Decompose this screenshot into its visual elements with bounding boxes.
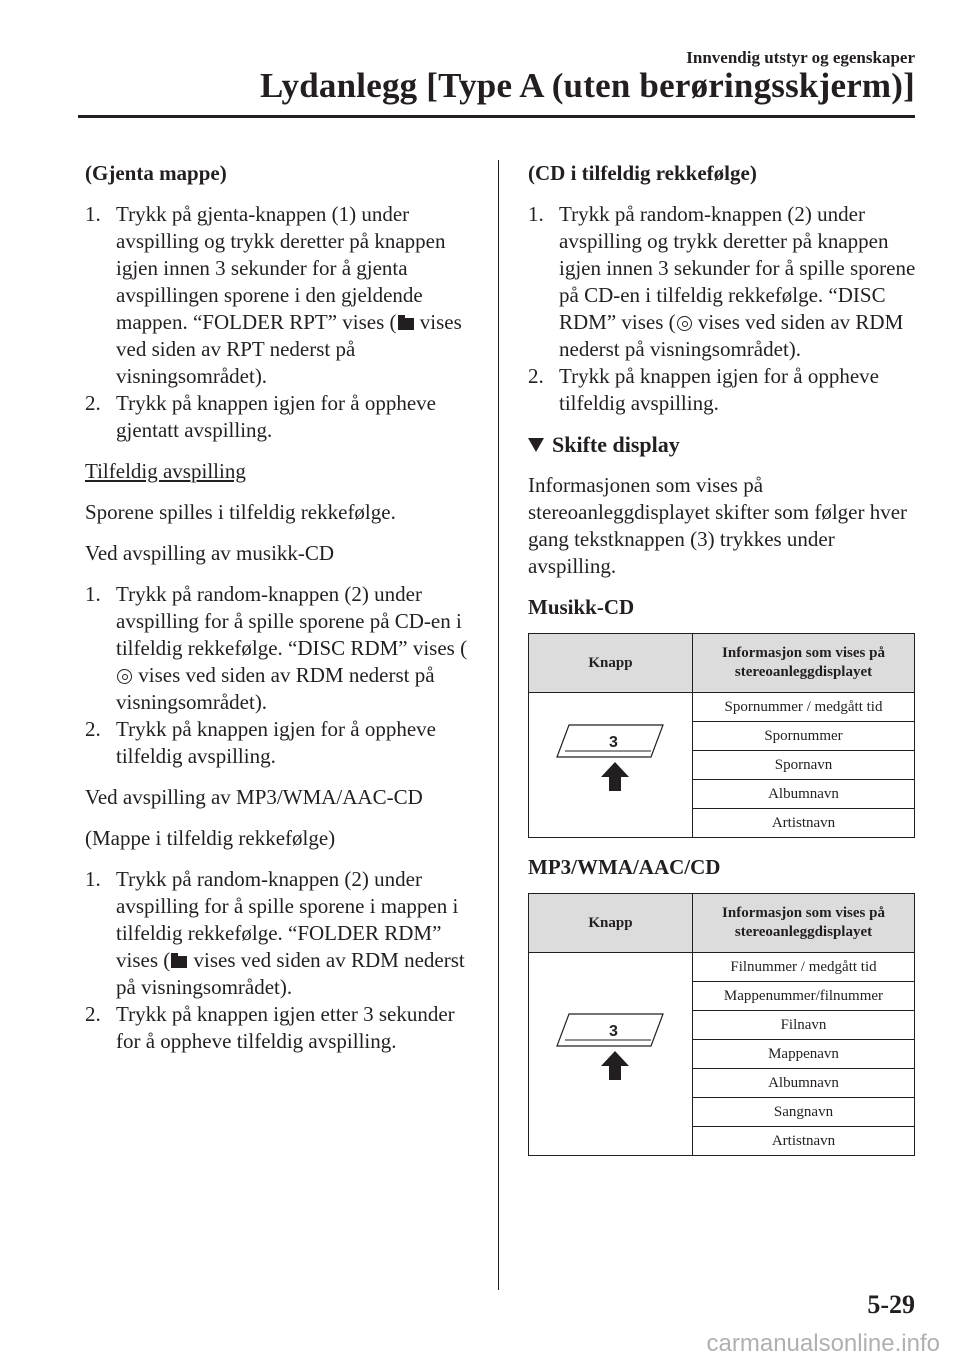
step-text-part: vises ved siden av RPT nederst på visningsområdet). bbox=[116, 310, 462, 388]
step-text-part: Trykk på random-knappen (2) under avspilling for å spille sporene i mappen i tilfeldig rekkefølge. “FOLDER RDM” vises ( bbox=[116, 867, 459, 972]
step bbox=[85, 866, 480, 1001]
header-rule bbox=[78, 115, 915, 118]
table-cell: Sangnavn bbox=[693, 1098, 915, 1127]
text-button-illustration bbox=[551, 1004, 671, 1094]
step-text bbox=[116, 581, 480, 716]
disc-icon bbox=[117, 669, 132, 684]
table-cell: Artistnavn bbox=[693, 1127, 915, 1156]
folder-icon bbox=[171, 956, 187, 968]
step-number: 2. bbox=[85, 391, 101, 415]
table-row bbox=[529, 953, 915, 982]
folder-icon bbox=[398, 318, 414, 330]
button-number: 3 bbox=[608, 1023, 618, 1040]
table-cell: Mappenavn bbox=[693, 1040, 915, 1069]
left-column bbox=[85, 160, 480, 1069]
step-number: 1. bbox=[85, 582, 101, 606]
step-text-part: vises ved siden av RDM nederst på visningsområdet). bbox=[116, 663, 435, 714]
display-heading bbox=[528, 431, 918, 458]
step bbox=[85, 716, 480, 770]
triangle-bullet-icon bbox=[528, 438, 544, 452]
step-text-part: Trykk på random-knappen (2) under avspilling og trykk deretter på knappen igjen innen 3 sekunder for å spille sporene på CD-en i tilfeldig rekkefølge. “DISC RDM” vises ( bbox=[559, 202, 916, 334]
step-text-part: vises ved siden av RDM nederst på visningsområdet). bbox=[559, 310, 904, 361]
text-button-illustration bbox=[551, 715, 671, 805]
mp3-table bbox=[528, 893, 915, 1156]
step bbox=[528, 363, 918, 417]
table-header-info: Informasjon som vises på stereoanleggdisplayet bbox=[693, 894, 915, 953]
mp3-heading: Ved avspilling av MP3/WMA/AAC-CD bbox=[85, 785, 423, 809]
step-number: 2. bbox=[85, 717, 101, 741]
table-cell: Albumnavn bbox=[693, 780, 915, 809]
step-number: 2. bbox=[528, 364, 544, 388]
step-text-part: vises ved siden av RDM nederst på visningsområdet). bbox=[116, 948, 465, 999]
column-divider bbox=[498, 160, 499, 1290]
random-heading: Tilfeldig avspilling bbox=[85, 459, 246, 483]
step bbox=[85, 581, 480, 716]
table-header-info: Informasjon som vises på stereoanleggdisplayet bbox=[693, 634, 915, 693]
music-cd-table bbox=[528, 633, 915, 838]
music-cd-heading: Ved avspilling av musikk-CD bbox=[85, 541, 335, 565]
step bbox=[85, 1001, 480, 1055]
table-header-row bbox=[529, 894, 915, 953]
step-number: 1. bbox=[85, 867, 101, 891]
table-cell: Filnummer / medgått tid bbox=[693, 953, 915, 982]
section-title: Lydanlegg [Type A (uten berøringsskjerm)] bbox=[259, 66, 915, 105]
display-heading-text: Skifte display bbox=[552, 432, 680, 457]
step-number: 1. bbox=[85, 202, 101, 226]
step-text: Trykk på knappen igjen for å oppheve tilfeldig avspilling. bbox=[116, 717, 436, 768]
table-cell: Spornummer bbox=[693, 722, 915, 751]
step-number: 2. bbox=[85, 1002, 101, 1026]
right-column bbox=[528, 160, 918, 1156]
step-text: Trykk på knappen igjen etter 3 sekunder for å oppheve tilfeldig avspilling. bbox=[116, 1002, 455, 1053]
display-intro: Informasjonen som vises på stereoanleggdisplayet skifter som følger hver gang tekstknappen (3) trykkes under avspilling. bbox=[528, 473, 908, 578]
table-cell: Spornummer / medgått tid bbox=[693, 693, 915, 722]
repeat-folder-steps bbox=[85, 201, 480, 444]
table-header-row bbox=[529, 634, 915, 693]
button-number: 3 bbox=[608, 734, 618, 751]
step bbox=[85, 390, 480, 444]
table-cell: Mappenummer/filnummer bbox=[693, 982, 915, 1011]
table-cell: Spornavn bbox=[693, 751, 915, 780]
step-text bbox=[116, 866, 480, 1001]
step-text: Trykk på knappen igjen for å oppheve gjentatt avspilling. bbox=[116, 391, 436, 442]
mp3-label: MP3/WMA/AAC/CD bbox=[528, 855, 721, 879]
folder-random-steps bbox=[85, 866, 480, 1055]
repeat-folder-heading: (Gjenta mappe) bbox=[85, 161, 227, 185]
page-number: 5-29 bbox=[867, 1290, 915, 1319]
watermark: carmanualsonline.info bbox=[706, 1330, 940, 1357]
step-text-part: Trykk på random-knappen (2) under avspilling for å spille sporene på CD-en i tilfeldig rekkefølge. “DISC RDM” vises ( bbox=[116, 582, 468, 660]
step-text bbox=[116, 201, 480, 390]
music-cd-steps bbox=[85, 581, 480, 770]
step bbox=[85, 201, 480, 390]
table-header-button: Knapp bbox=[529, 894, 693, 953]
random-intro: Sporene spilles i tilfeldig rekkefølge. bbox=[85, 500, 396, 524]
table-header-button: Knapp bbox=[529, 634, 693, 693]
press-arrow-icon bbox=[601, 1051, 629, 1080]
step-text-part: Trykk på gjenta-knappen (1) under avspilling og trykk deretter på knappen igjen innen 3 sekunder for å gjenta avspillingen sporene i den gjeldende mappen. “FOLDER RPT” vises ( bbox=[116, 202, 446, 334]
music-cd-label: Musikk-CD bbox=[528, 595, 635, 619]
step-number: 1. bbox=[528, 202, 544, 226]
step-text bbox=[559, 201, 918, 363]
press-arrow-icon bbox=[601, 762, 629, 791]
table-cell: Filnavn bbox=[693, 1011, 915, 1040]
table-cell: Artistnavn bbox=[693, 809, 915, 838]
step bbox=[528, 201, 918, 363]
disc-icon bbox=[677, 316, 692, 331]
folder-random-heading: (Mappe i tilfeldig rekkefølge) bbox=[85, 826, 336, 850]
table-row bbox=[529, 693, 915, 722]
cd-random-steps bbox=[528, 201, 918, 417]
table-cell: Albumnavn bbox=[693, 1069, 915, 1098]
chapter-title: Innvendig utstyr og egenskaper bbox=[686, 48, 915, 67]
button-illustration-cell bbox=[529, 953, 693, 1156]
button-illustration-cell bbox=[529, 693, 693, 838]
cd-random-heading: (CD i tilfeldig rekkefølge) bbox=[528, 161, 757, 185]
step-text: Trykk på knappen igjen for å oppheve tilfeldig avspilling. bbox=[559, 364, 879, 415]
